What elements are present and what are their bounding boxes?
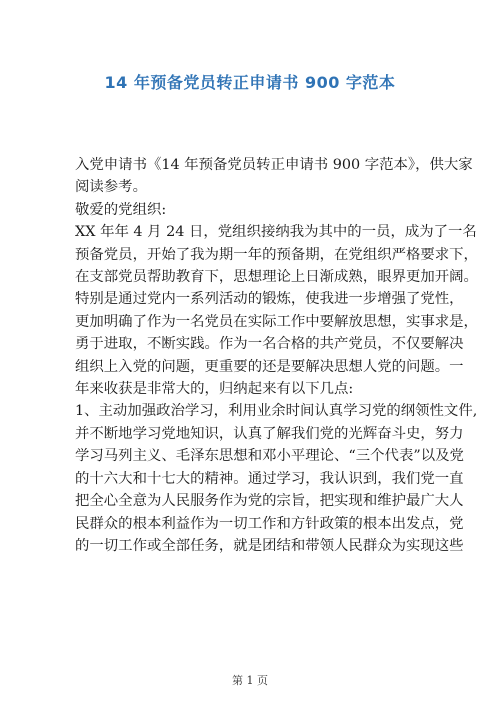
body-line: 在支部党员帮助教育下，思想理论上日渐成熟，眼界更加开阔。 bbox=[75, 269, 478, 286]
body-line: 的十六大和十七大的精神。通过学习，我认识到，我们党一直 bbox=[75, 470, 464, 487]
body-line: XX 年年 4 月 24 日，党组织接纳我为其中的一员，成为了一名 bbox=[75, 224, 477, 241]
body-line: 敬爱的党组织: bbox=[75, 201, 167, 218]
body-line: 预备党员，开始了我为期一年的预备期，在党组织严格要求下， bbox=[75, 246, 478, 263]
body-line: 阅读参考。 bbox=[75, 179, 147, 196]
body-line: 民群众的根本利益作为一切工作和方针政策的根本出发点，党 bbox=[75, 515, 464, 532]
body-line: 的一切工作或全部任务，就是团结和带领人民群众为实现这些 bbox=[75, 537, 464, 554]
body-line: 组织上入党的问题，更重要的还是要解决思想人党的问题。一 bbox=[75, 358, 464, 375]
body-line: 并不断地学习党地知识，认真了解我们党的光辉奋斗史，努力 bbox=[75, 425, 464, 442]
body-line: 1、主动加强政治学习，利用业余时间认真学习党的纲领性文件, bbox=[75, 403, 478, 420]
body-line: 入党申请书《14 年预备党员转正申请书 900 字范本》，供大家 bbox=[75, 157, 473, 173]
body-line: 特别是通过党内一系列活动的锻炼，使我进一步增强了党性， bbox=[75, 291, 464, 308]
body-line: 更加明确了作为一名党员在实际工作中要解放思想，实事求是， bbox=[75, 313, 478, 330]
body-line: 学习马列主义、毛泽东思想和邓小平理论、“三个代表”以及党 bbox=[75, 448, 464, 465]
document-title: 14 年预备党员转正申请书 900 字范本 bbox=[104, 73, 396, 92]
document-body bbox=[75, 154, 478, 557]
page-number: 第 1 页 bbox=[232, 674, 268, 687]
body-line: 年来收获是非常大的，归纳起来有以下几点: bbox=[75, 381, 354, 398]
body-line: 勇于进取，不断实践。作为一名合格的共产党员，不仅要解决 bbox=[75, 336, 464, 353]
body-line: 把全心全意为人民服务作为党的宗旨，把实现和维护最广大人 bbox=[75, 493, 464, 510]
